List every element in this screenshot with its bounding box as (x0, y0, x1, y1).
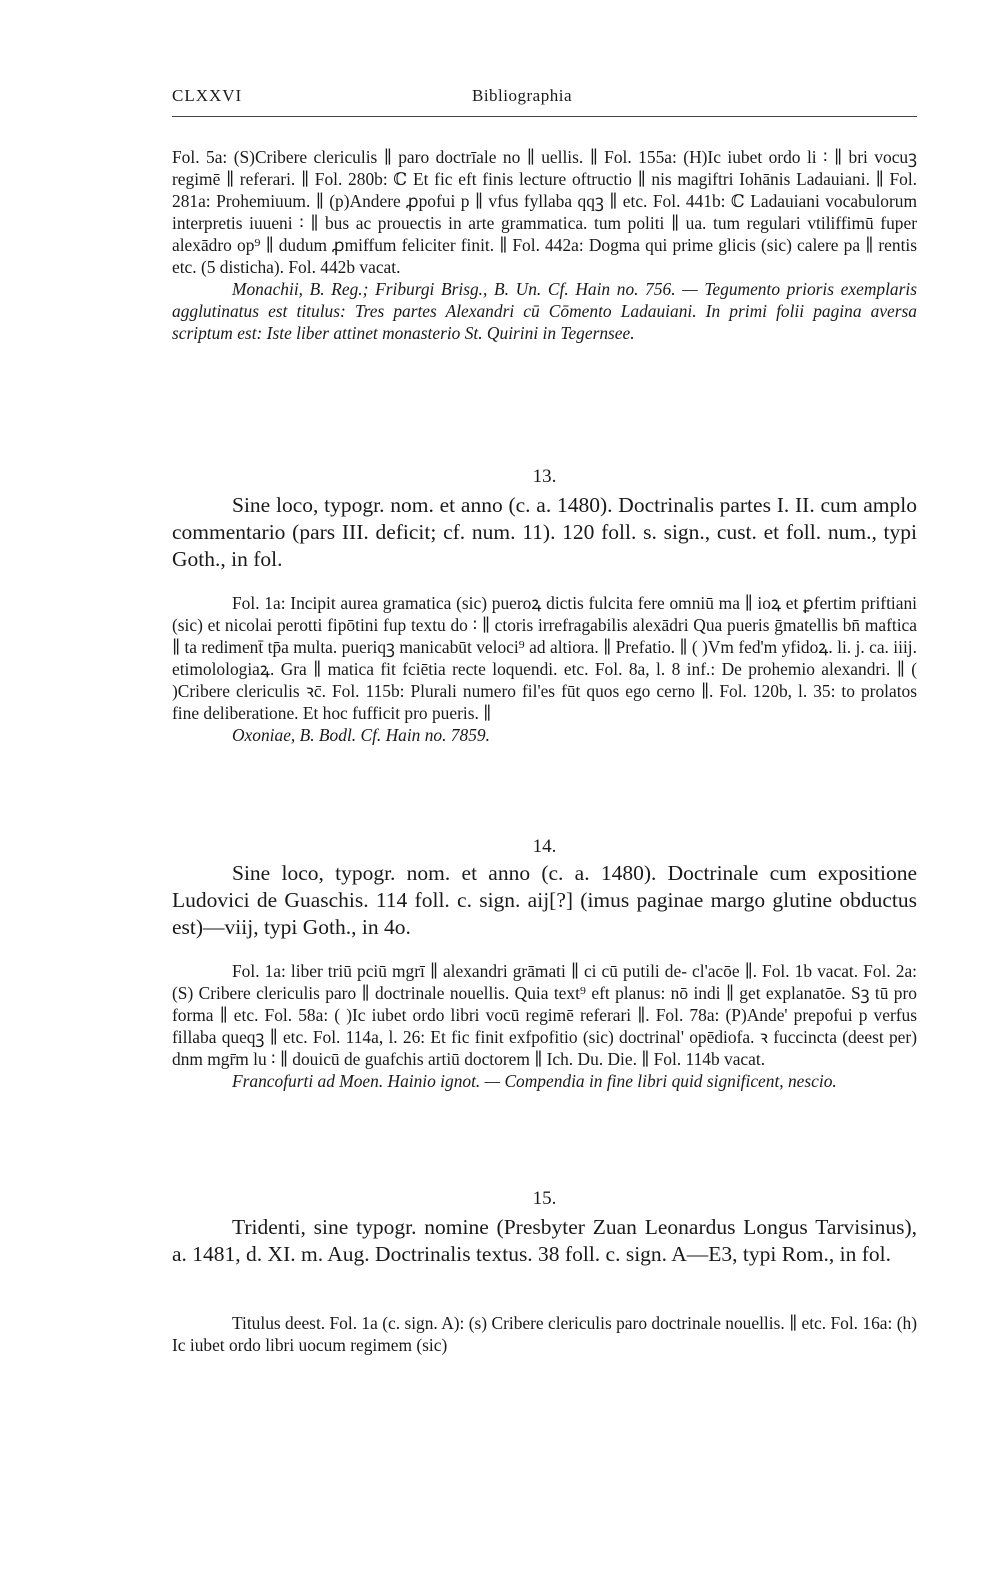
page-number: CLXXVI (172, 86, 243, 105)
header-rule (172, 116, 917, 117)
entry-13-description: Fol. 1a: Incipit aurea gramatica (sic) pueroꝝ dictis fulcita fere omniū ma ∥ ioꝝ et ꝑfertim priftiani (sic) et nicolai perotti fipōtini fup textu do ∶ ∥ ctoris irrefragabilis alexādri Qua pueris ḡmatellis bn̄ maftica ∥ ta rediment̄ tp̄a multa. pueriqꝫ manicabūt veloci⁹ ad altiora. ∥ Prefatio. ∥ ( )Vm fed'm yfidoꝝ. li. j. ca. iiij. etimolologiaꝝ. Gra ∥ matica fit fciētia recte loquendi. etc. Fol. 8a, l. 8 inf.: De prohemio alexandri. ∥ ( )Cribere clericulis ꝛc̄. Fol. 115b: Plurali numero fil'es fūt quos ego cerno ∥. Fol. 120b, l. 35: to prolatos fine deliberatione. Et hoc fufficit pro pueris. ∥ (172, 593, 917, 723)
entry-14-heading: Sine loco, typogr. nom. et anno (c. a. 1480). Doctrinale cum expositione Ludovici de Guaschis. 114 foll. c. sign. aij[?] (imus paginae margo glutine obductus est)—viij, typi Goth., in 4o. (172, 861, 917, 939)
entry-number-13: 13. (532, 466, 557, 487)
entry-15-heading: Tridenti, sine typogr. nomine (Presbyter Zuan Leonardus Longus Tarvisinus), a. 1481, d. XI. m. Aug. Doctrinalis textus. 38 foll. c. sign. A—E3, typi Rom., in fol. (172, 1215, 917, 1266)
entry-15-body-block (172, 1312, 917, 1356)
entry-15-description: Titulus deest. Fol. 1a (c. sign. A): (s) Cribere clericulis paro doctrinale nouellis. ∥ etc. Fol. 16a: (h) Ic iubet ordo libri uocum regimem (sic) (172, 1313, 917, 1355)
entry-14-description: Fol. 1a: liber triū pciū mgrī ∥ alexandri grāmati ∥ ci cū putili de- cl'acōe ∥. Fol. 1b vacat. Fol. 2a: (S) Cribere clericulis paro ∥ doctrinale nouellis. Quia text⁹ eft planus: nō indi ∥ get explanatōe. Sꝫ tū pro forma ∥ etc. Fol. 58a: ( )Ic iubet ordo libri vocū regimē referari ∥. Fol. 78a: (P)Ande' prepofui p verfus fillaba queqꝫ ∥ etc. Fol. 114a, l. 26: Et fic finit exfpofitio (sic) doctrinal' opēdiofa. ꝛ fuccincta (deest per) dnm mgr̄m lu ∶ ∥ douicū de guafchis artiū doctorem ∥ Ich. Du. Die. ∥ Fol. 114b vacat. (172, 961, 917, 1069)
entry-14-body-block (172, 960, 917, 1092)
entry-12-description: Fol. 5a: (S)Cribere clericulis ∥ paro doctrīale no ∥ uellis. ∥ Fol. 155a: (H)Ic iubet ordo li ∶ ∥ bri vocuꝫ regimē ∥ referari. ∥ Fol. 280b: ℂ Et fic eft finis lecture oftructio ∥ nis magiftri Iohānis Ladauiani. ∥ Fol. 281a: Prohemiuum. ∥ (p)Andere ꝓpofui p ∥ vfus fyllaba qqꝫ ∥ etc. Fol. 441b: ℂ Ladauiani vocabulorum interpretis iuueni ∶ ∥ bus ac prouectis in arte grammatica. tum politi ∥ ua. tum regulari vtiliffimū fuper alexādro op⁹ ∥ dudum ꝓmiffum feliciter finit. ∥ Fol. 442a: Dogma qui prime glicis (sic) calere pa ∥ rentis etc. (5 disticha). Fol. 442b vacat. (172, 147, 917, 277)
entry-12-location: Monachii, B. Reg.; Friburgi Brisg., B. Un. Cf. Hain no. 756. — Tegumento prioris exemplaris agglutinatus est titulus: Tres partes Alexandri cū Cōmento Ladauiani. In primi folii pagina aversa scriptum est: Iste liber attinet monasterio St. Quirini in Tegernsee. (172, 279, 917, 343)
entry-14-location: Francofurti ad Moen. Hainio ignot. — Compendia in fine libri quid significent, nescio. (232, 1071, 837, 1091)
entry-13-location: Oxoniae, B. Bodl. Cf. Hain no. 7859. (232, 725, 490, 745)
entry-number-15: 15. (532, 1188, 557, 1209)
entry-13-body-block (172, 592, 917, 746)
entry-12-continuation (172, 146, 917, 344)
running-header (172, 86, 917, 110)
running-title: Bibliographia (472, 86, 572, 105)
entry-13-heading: Sine loco, typogr. nom. et anno (c. a. 1480). Doctrinalis partes I. II. cum amplo commentario (pars III. deficit; cf. num. 11). 120 foll. s. sign., cust. et foll. num., typi Goth., in fol. (172, 493, 917, 571)
entry-number-14: 14. (532, 836, 557, 857)
